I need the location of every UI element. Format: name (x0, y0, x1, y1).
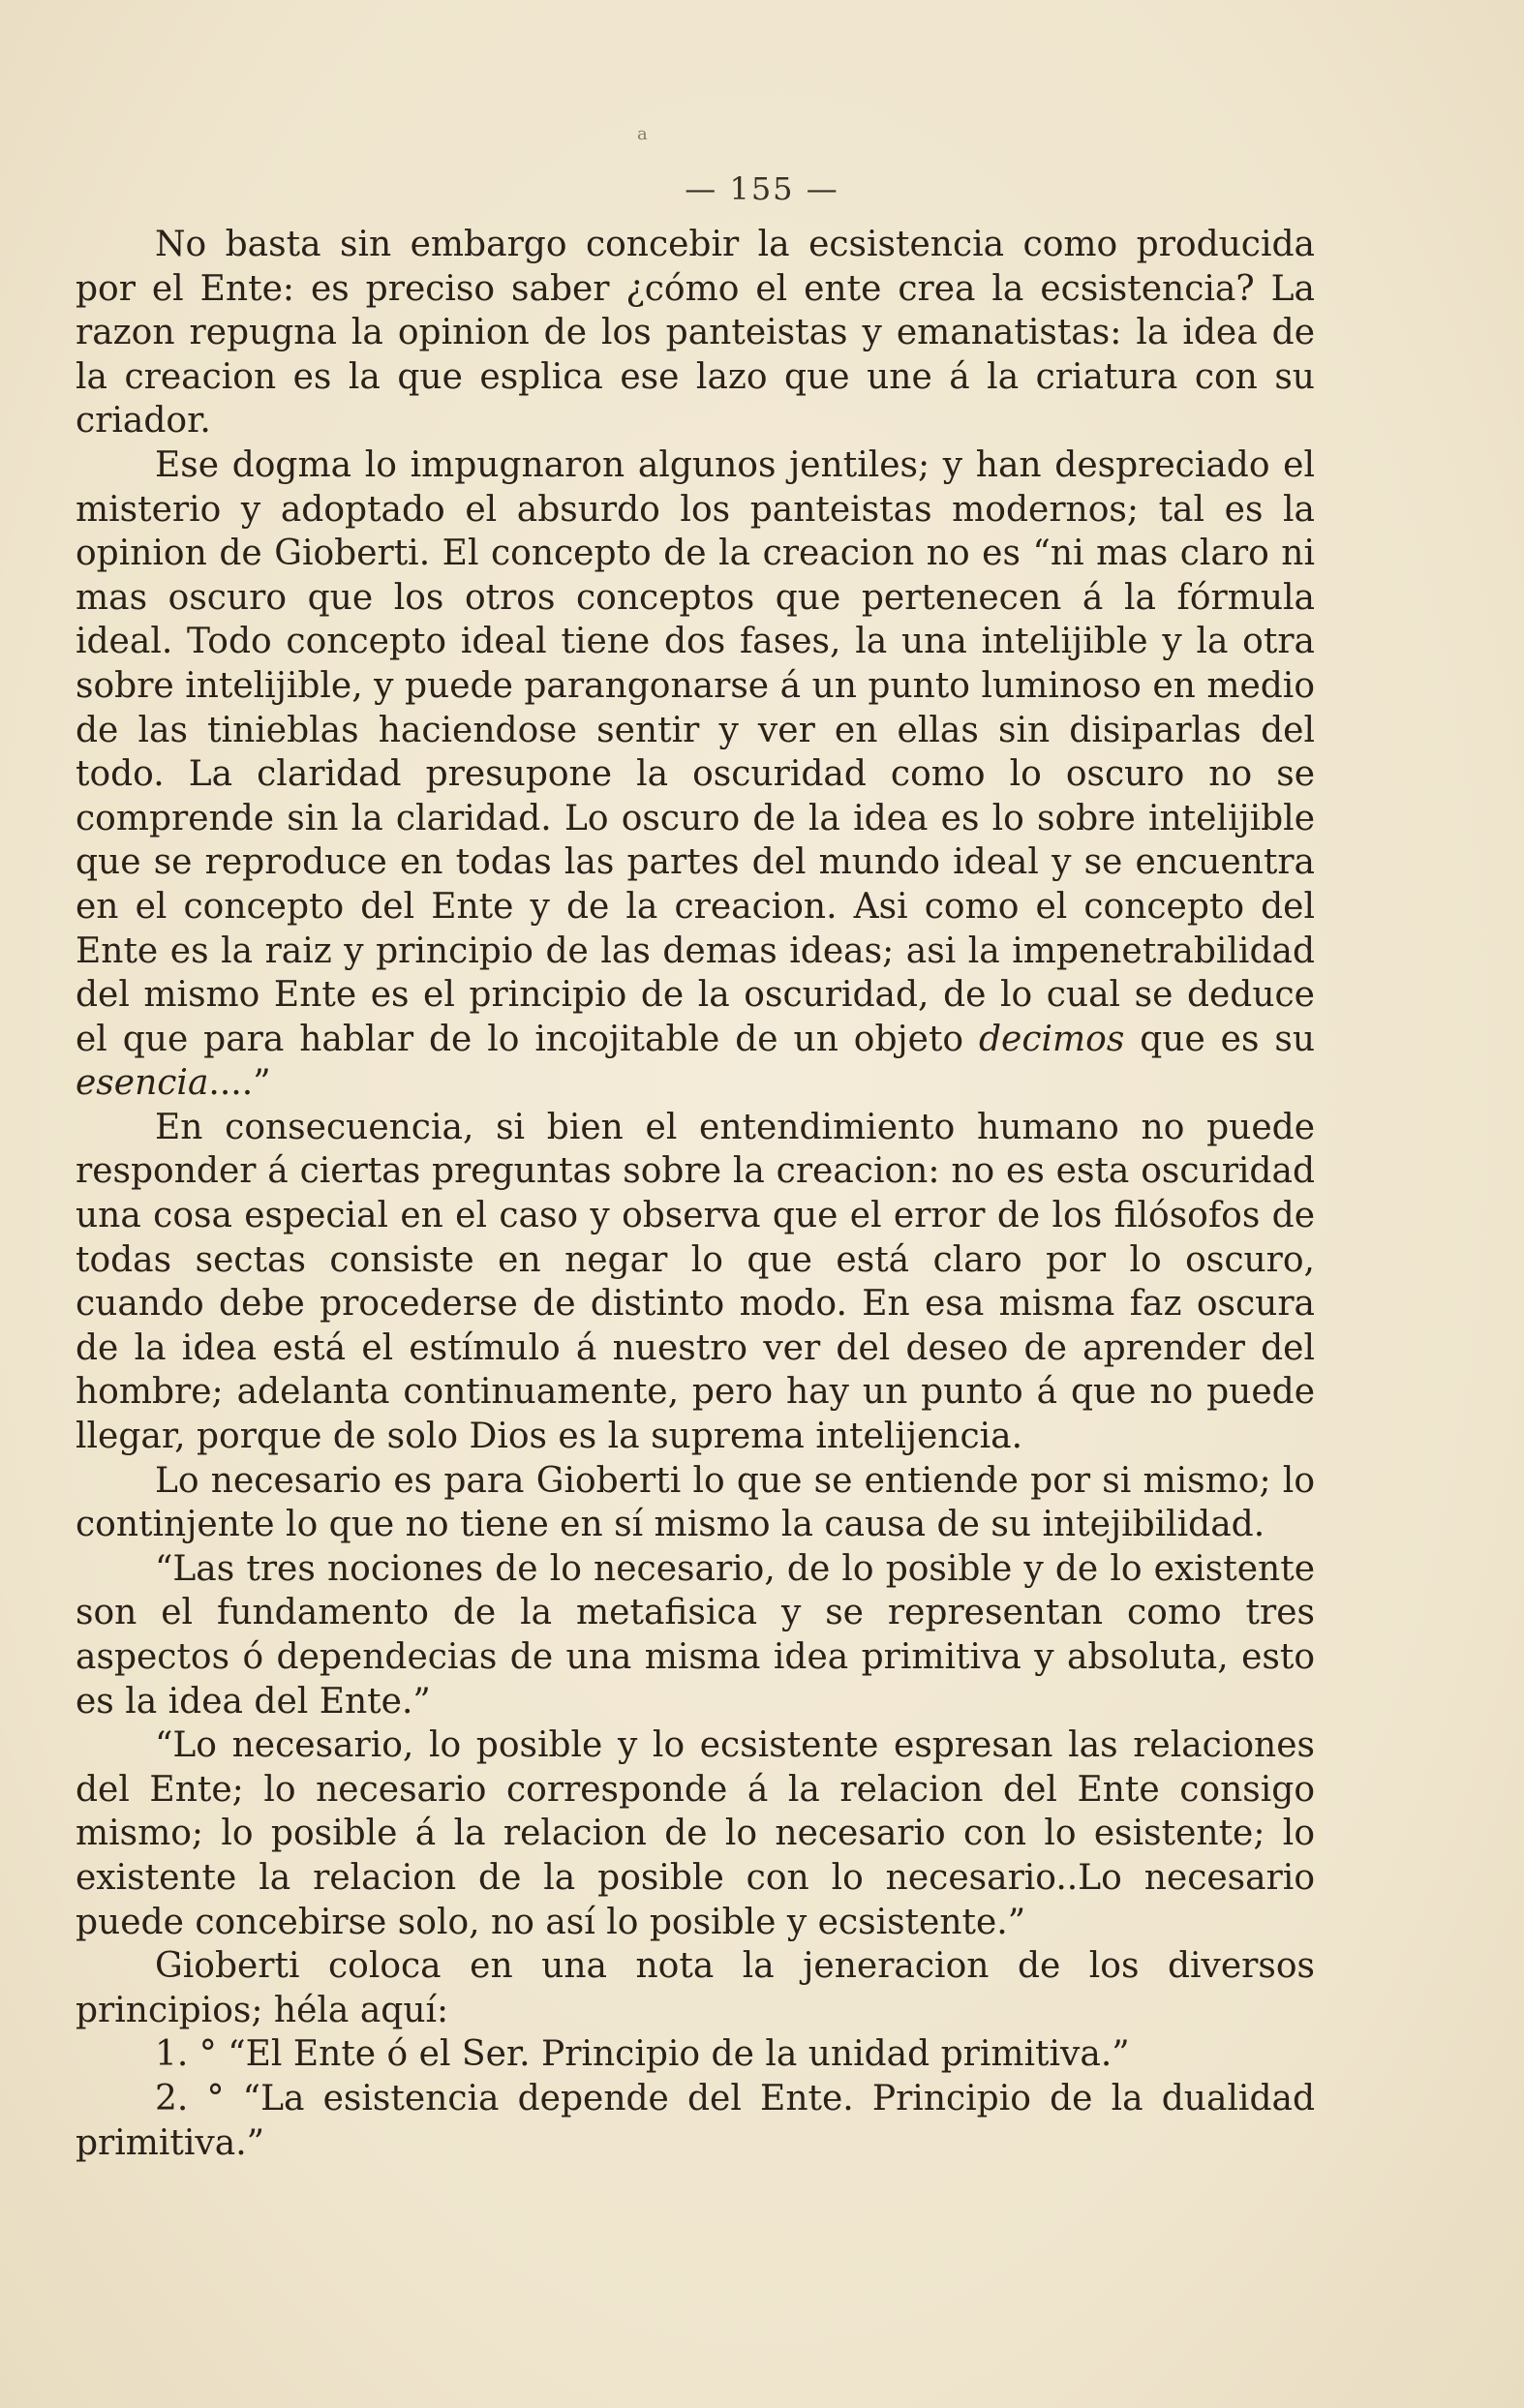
paragraph-principles-intro: Gioberti coloca en una nota la jeneracion de los diversos principios; héla aquí: (76, 1946, 1315, 2030)
principle-item-2: 2. ° “La esistencia depende del Ente. Principio de la dualidad primitiva.” (76, 2078, 1315, 2163)
principle-item-1: 1. ° “El Ente ó el Ser. Principio de la unidad primitiva.” (155, 2034, 1130, 2075)
paragraph-necessary: Lo necesario es para Gioberti lo que se entiende por si mismo; lo continjente lo que no tiene en sí mismo la causa de su intejibilidad. (76, 1460, 1315, 1545)
paragraph-three-notions: “Las tres nociones de lo necesario, de lo posible y de lo existente son el fundamento de la metafisica y se representan como tres aspectos ó dependecias de una misma idea primitiva y absoluta, esto es la idea del Ente.” (76, 1548, 1315, 1722)
paragraph-relations: “Lo necesario, lo posible y lo ecsistente espresan las relaciones del Ente; lo necesario corresponde á la relacion del Ente consigo mismo; lo posible á la relacion de lo necesario con lo esistente; lo existente la relacion de la posible con lo necesario..Lo necesario puede concebirse solo, no así lo posible y ecsistente.” (76, 1725, 1315, 1942)
paragraph-text-after: ....” (208, 1063, 271, 1104)
paragraph-gioberti-opinion (76, 443, 1315, 1106)
paragraph-text-before: Ese dogma lo impugnaron algunos jentiles; y han despreciado el misterio y adoptado el absurdo los panteistas modernos; tal es la opinion de Gioberti. El concepto de la creacion no es “ni mas claro ni mas oscuro que los otros conceptos que pertenecen á la fórmula ideal. Todo concepto ideal tiene dos fases, la una intelijible y la otra sobre intelijible, y puede parangonarse á un punto luminoso en medio de las tinieblas haciendose sentir y ver en ellas sin disiparlas del todo. La claridad presupone la oscuridad como lo oscuro no se comprende sin la claridad. Lo oscuro de la idea es lo sobre intelijible que se reproduce en todas las partes del mundo ideal y se encuentra en el concepto del Ente y de la creacion. Asi como el concepto del Ente es la raiz y principio de las demas ideas; asi la impenetrabilidad del mismo Ente es el principio de la oscuridad, de lo cual se deduce el que para hablar de lo incojitable de un objeto (76, 444, 1315, 1059)
italic-term-decimos: decimos (979, 1019, 1125, 1059)
paragraph-creation-idea: No basta sin embargo concebir la ecsistencia como producida por el Ente: es preciso saber ¿cómo el ente crea la ecsistencia? La razon repugna la opinion de los panteistas y emanatistas: la idea de la creacion es la que esplica ese lazo que une á la criatura con su criador. (76, 225, 1315, 442)
italic-term-esencia: esencia (76, 1063, 209, 1104)
page-number: — 155 — (685, 170, 839, 207)
stray-ink-mark: a (637, 124, 648, 144)
paragraph-consequence: En consecuencia, si bien el entendimiento humano no puede responder á ciertas preguntas sobre la creacion: no es esta oscuridad una cosa especial en el caso y observa que el error de los filósofos de todas sectas consiste en negar lo que está claro por lo oscuro, cuando debe procederse de distinto modo. En esa misma faz oscura de la idea está el estímulo á nuestro ver del deseo de aprender del hombre; adelanta continuamente, pero hay un punto á que no puede llegar, porque de solo Dios es la suprema intelijencia. (76, 1107, 1315, 1457)
paragraph-text-middle: que es su (1124, 1019, 1316, 1059)
body-text (76, 223, 1315, 2165)
